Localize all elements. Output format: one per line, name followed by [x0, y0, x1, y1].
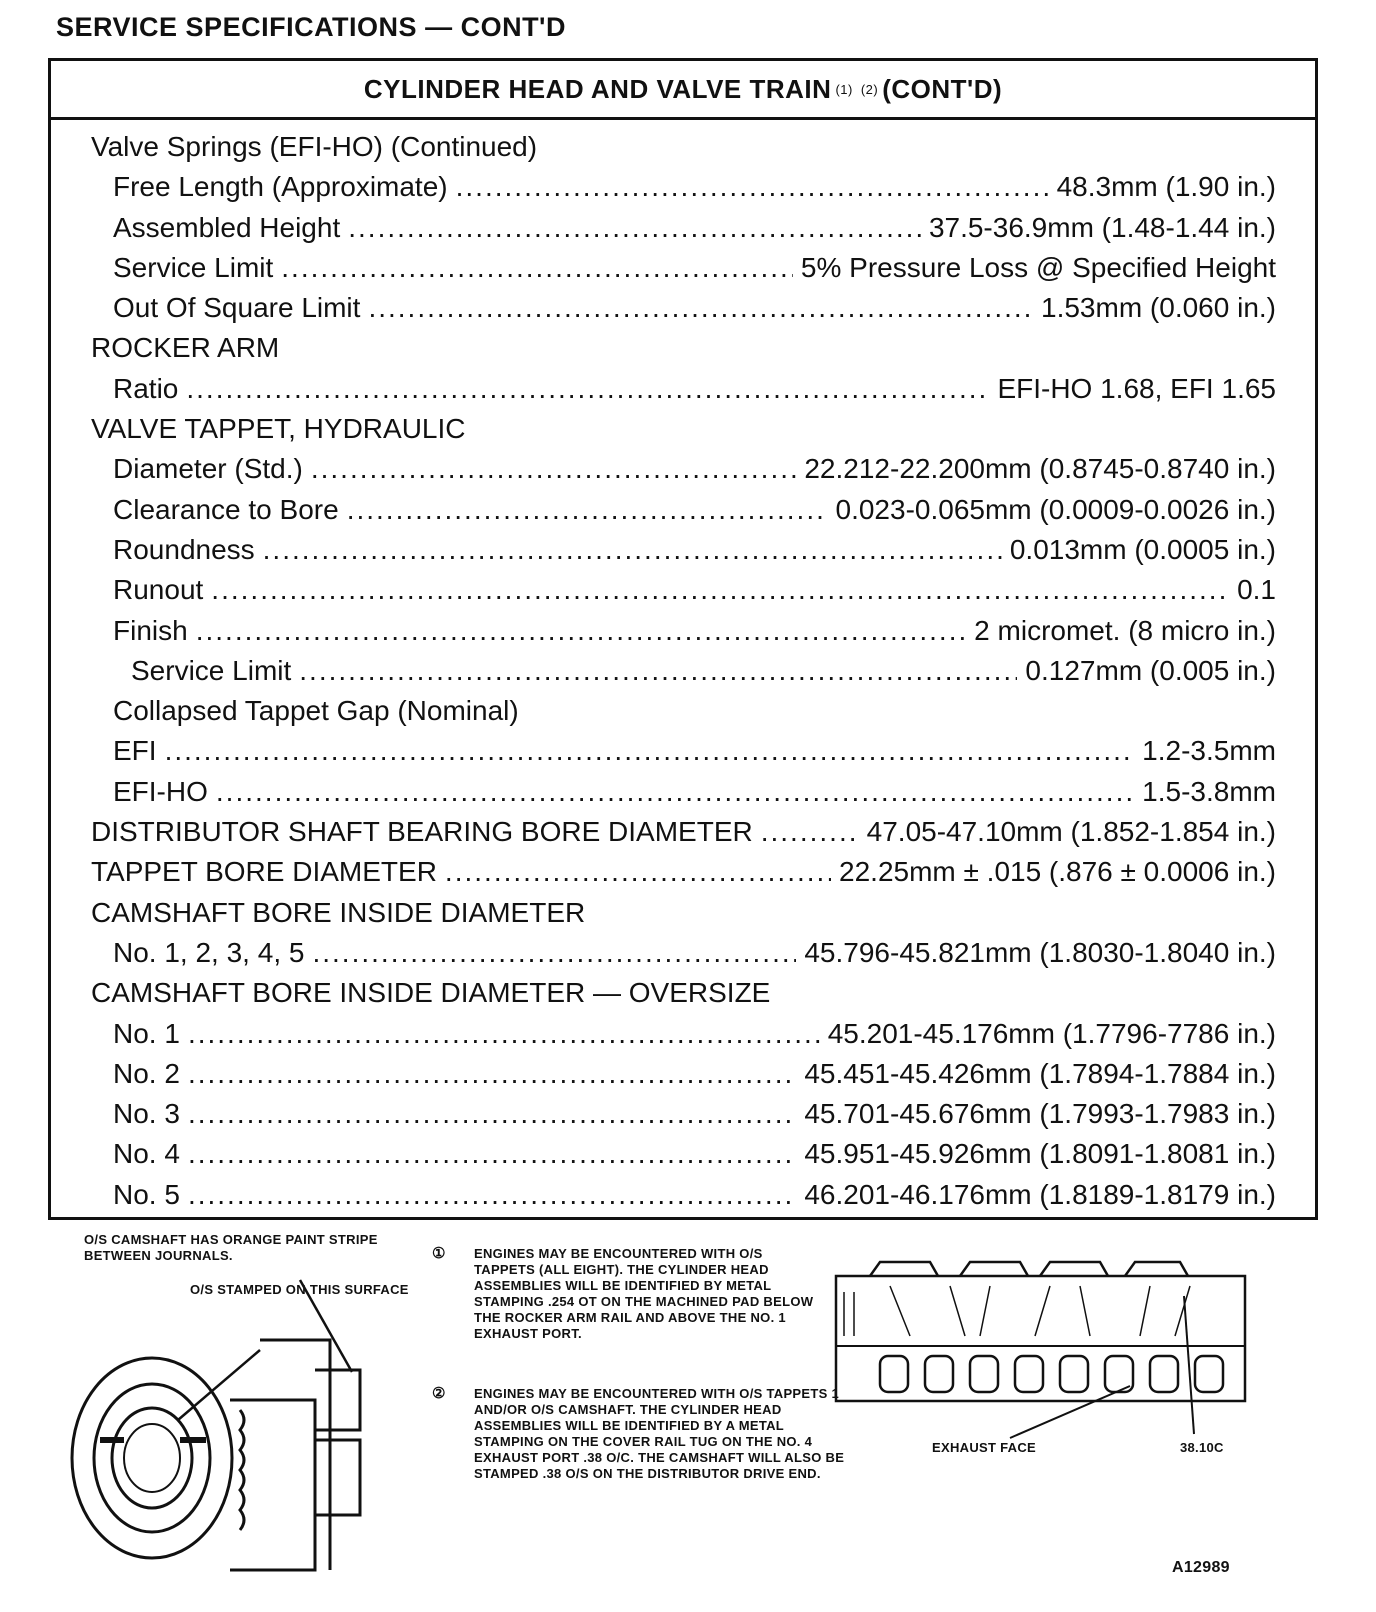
spec-label: ROCKER ARM: [91, 332, 280, 364]
spec-row: [91, 812, 1276, 852]
spec-row: [91, 1014, 1276, 1054]
spec-value: 1.53mm (0.060 in.): [1041, 292, 1276, 324]
spec-value: 22.212-22.200mm (0.8745-0.8740 in.): [804, 453, 1276, 485]
leader-dots: [456, 167, 1049, 207]
leader-dots: [263, 530, 1002, 570]
spec-row: [91, 1134, 1276, 1174]
spec-label: Finish: [113, 614, 188, 646]
spec-value: 45.201-45.176mm (1.7796-7786 in.): [827, 1017, 1276, 1049]
spec-value: 0.013mm (0.0005 in.): [1009, 533, 1276, 565]
spec-label: No. 4: [113, 1138, 180, 1170]
leader-dots: [445, 852, 831, 892]
leader-dots: [211, 570, 1229, 610]
leader-dots: [188, 1134, 796, 1174]
table-title-suffix: (CONT'D): [882, 73, 1003, 104]
spec-row: [91, 933, 1276, 973]
spec-row: [91, 490, 1276, 530]
spec-value: 45.701-45.676mm (1.7993-1.7983 in.): [804, 1098, 1276, 1130]
spec-label: Out Of Square Limit: [113, 292, 361, 324]
spec-label: Runout: [113, 574, 204, 606]
spec-value: 0.1: [1237, 574, 1276, 606]
spec-label: EFI-HO: [113, 775, 208, 807]
spec-row: [91, 1054, 1276, 1094]
spec-label: Service Limit: [113, 251, 274, 283]
spec-table: [48, 58, 1318, 1220]
figure-id: A12989: [1172, 1559, 1230, 1576]
footnote-mark-1: ①: [432, 1245, 446, 1262]
spec-row: [91, 167, 1276, 207]
spec-rows: [91, 127, 1276, 1215]
spec-label: Clearance to Bore: [113, 493, 339, 525]
spec-label: Valve Springs (EFI-HO) (Continued): [91, 131, 538, 162]
page-title: SERVICE SPECIFICATIONS — CONT'D: [56, 12, 566, 42]
leader-dots: [368, 288, 1033, 328]
spec-label: Service Limit: [131, 654, 292, 686]
spec-label: No. 2: [113, 1057, 180, 1089]
footnote-2-text: ENGINES MAY BE ENCOUNTERED WITH O/S TAPPETS 1 AND/OR O/S CAMSHAFT. THE CYLINDER HEAD ASSEMBLIES WILL BE IDENTIFIED BY A METAL STAMPING ON THE COVER RAIL TUG ON THE NO. 4 EXHAUST PORT .38 O/C. THE CAMSHAFT WILL ALSO BE STAMPED .38 O/S ON THE DISTRIBUTOR DRIVE END.: [474, 1386, 845, 1481]
cylinder-head-drawing: [830, 1256, 1260, 1426]
spec-row: [91, 127, 1276, 167]
note-stamped-surface: O/S STAMPED ON THIS SURFACE: [190, 1282, 409, 1297]
leader-dots: [186, 369, 989, 409]
spec-row: [91, 369, 1276, 409]
leader-dots: [311, 449, 797, 489]
spec-label: EFI: [113, 735, 157, 767]
spec-row: [91, 208, 1276, 248]
leader-dots: [188, 1014, 820, 1054]
spec-value: 2 micromet. (8 micro in.): [974, 614, 1276, 646]
leader-dots: [761, 812, 859, 852]
spec-row: [91, 248, 1276, 288]
leader-dots: [299, 651, 1017, 691]
spec-row: [91, 973, 1276, 1013]
spec-label: VALVE TAPPET, HYDRAULIC: [91, 413, 466, 445]
spec-row: [91, 852, 1276, 892]
footnote-mark-2: ②: [432, 1385, 446, 1402]
spec-label: DISTRIBUTOR SHAFT BEARING BORE DIAMETER: [91, 816, 753, 848]
spec-row: [91, 570, 1276, 610]
spec-row: [91, 288, 1276, 328]
spec-label: CAMSHAFT BORE INSIDE DIAMETER — OVERSIZE: [91, 977, 771, 1009]
spec-value: 37.5-36.9mm (1.48-1.44 in.): [928, 211, 1276, 243]
spec-row: [91, 611, 1276, 651]
spec-value: 47.05-47.10mm (1.852-1.854 in.): [866, 816, 1276, 848]
footnote-ref-1: (1): [835, 81, 853, 97]
spec-label: Assembled Height: [113, 211, 341, 243]
spec-label: Collapsed Tappet Gap (Nominal): [113, 695, 519, 727]
leader-dots: [312, 933, 796, 973]
table-header: [51, 61, 1315, 120]
spec-label: No. 1: [113, 1017, 180, 1049]
spec-row: [91, 772, 1276, 812]
leader-dots: [348, 208, 921, 248]
leader-dots: [216, 772, 1134, 812]
spec-row: [91, 691, 1276, 731]
spec-row: [91, 731, 1276, 771]
spec-value: 1.5-3.8mm: [1142, 775, 1276, 807]
spec-row: [91, 449, 1276, 489]
spec-value: 45.951-45.926mm (1.8091-1.8081 in.): [804, 1138, 1276, 1170]
spec-row: [91, 409, 1276, 449]
leader-dots: [188, 1094, 796, 1134]
footnote-1-text: ENGINES MAY BE ENCOUNTERED WITH O/S TAPPETS (ALL EIGHT). THE CYLINDER HEAD ASSEMBLIES WILL BE IDENTIFIED BY METAL STAMPING .254 OT ON THE MACHINED PAD BELOW THE ROCKER ARM RAIL AND ABOVE THE NO. 1 EXHAUST PORT.: [474, 1246, 814, 1341]
spec-row: [91, 893, 1276, 933]
spec-label: No. 1, 2, 3, 4, 5: [113, 936, 305, 968]
spec-value: 46.201-46.176mm (1.8189-1.8179 in.): [804, 1178, 1276, 1210]
spec-value: 5% Pressure Loss @ Specified Height: [800, 251, 1276, 283]
footnote-ref-2: (2): [860, 81, 879, 97]
spec-row: [91, 1094, 1276, 1134]
spec-value: 0.127mm (0.005 in.): [1025, 654, 1276, 686]
spec-label: TAPPET BORE DIAMETER: [91, 856, 437, 888]
spec-row: [91, 1175, 1276, 1215]
spec-value: EFI-HO 1.68, EFI 1.65: [997, 372, 1276, 404]
leader-dots: [188, 1175, 796, 1215]
spec-label: Free Length (Approximate): [113, 171, 448, 203]
stamp-code-label: 38.10C: [1180, 1440, 1224, 1455]
spec-value: 45.451-45.426mm (1.7894-1.7884 in.): [804, 1057, 1276, 1089]
leader-dots: [347, 490, 828, 530]
spec-label: Roundness: [113, 533, 255, 565]
exhaust-face-label: EXHAUST FACE: [932, 1440, 1037, 1455]
leader-dots: [165, 731, 1135, 771]
spec-row: [91, 530, 1276, 570]
table-title: CYLINDER HEAD AND VALVE TRAIN: [363, 73, 832, 104]
spec-label: No. 3: [113, 1098, 180, 1130]
leader-dots: [188, 1054, 796, 1094]
spec-value: 48.3mm (1.90 in.): [1056, 171, 1276, 203]
spec-row: [91, 328, 1276, 368]
spec-row: [91, 651, 1276, 691]
spec-label: Ratio: [113, 372, 179, 404]
spec-value: 0.023-0.065mm (0.0009-0.0026 in.): [835, 493, 1276, 525]
camshaft-drawing: [60, 1280, 390, 1590]
leader-dots: [196, 611, 966, 651]
leader-dots: [281, 248, 793, 288]
note-orange-stripe: O/S CAMSHAFT HAS ORANGE PAINT STRIPE BETWEEN JOURNALS.: [84, 1232, 378, 1263]
spec-label: No. 5: [113, 1178, 180, 1210]
spec-label: CAMSHAFT BORE INSIDE DIAMETER: [91, 896, 586, 928]
spec-label: Diameter (Std.): [113, 453, 303, 485]
spec-value: 22.25mm ± .015 (.876 ± 0.0006 in.): [839, 856, 1276, 888]
spec-value: 45.796-45.821mm (1.8030-1.8040 in.): [804, 936, 1276, 968]
spec-value: 1.2-3.5mm: [1142, 735, 1276, 767]
